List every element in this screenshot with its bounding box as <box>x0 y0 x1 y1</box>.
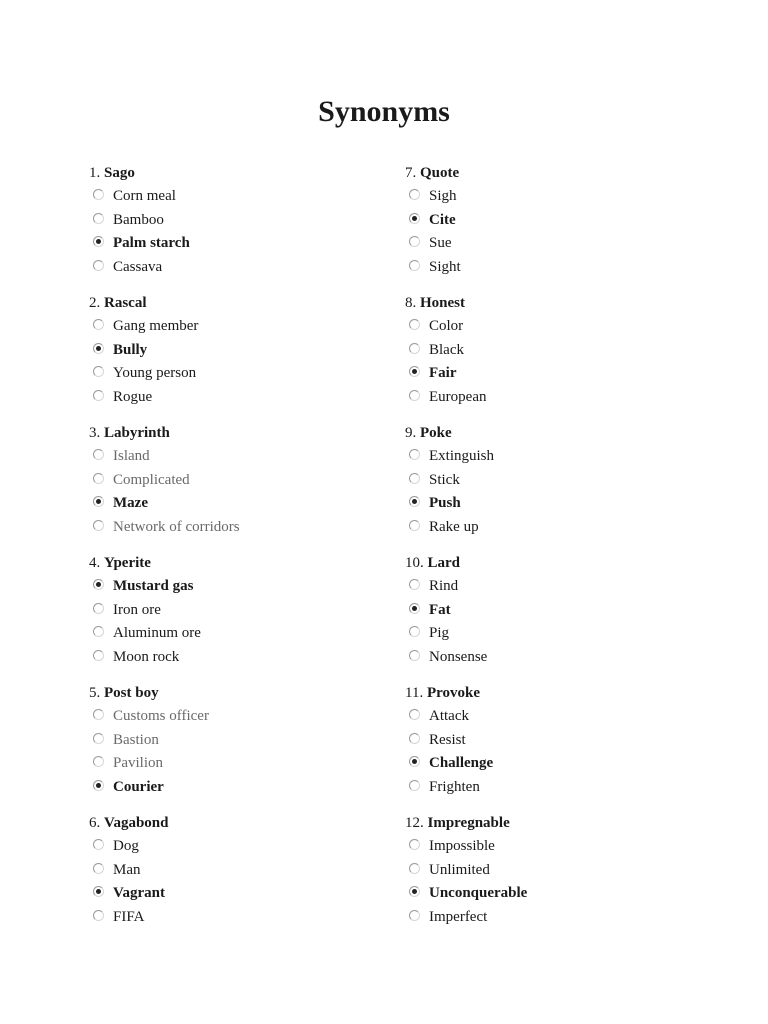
answer-label: Rake up <box>429 518 479 535</box>
answer-option[interactable] <box>405 859 705 883</box>
question-number: 11. <box>405 685 424 701</box>
question-heading <box>405 161 705 185</box>
radio-button[interactable] <box>409 756 420 767</box>
answer-option[interactable] <box>89 646 389 670</box>
answer-option[interactable] <box>89 315 389 339</box>
answer-option[interactable] <box>405 386 705 410</box>
answer-label: Dog <box>113 838 139 854</box>
radio-button[interactable] <box>409 473 420 484</box>
question-heading <box>405 681 705 705</box>
answer-option[interactable] <box>405 705 705 729</box>
radio-button[interactable] <box>409 733 420 744</box>
question-heading <box>89 681 389 705</box>
answer-option[interactable] <box>89 835 389 859</box>
answer-label: Network of corridors <box>113 518 240 535</box>
radio-button[interactable] <box>93 863 104 874</box>
answer-label: Mustard gas <box>113 578 194 594</box>
answer-option[interactable] <box>89 622 389 646</box>
answer-label: Resist <box>429 731 466 748</box>
answer-option[interactable] <box>405 776 705 800</box>
answer-label: Gang member <box>113 318 199 334</box>
answer-option[interactable] <box>89 256 389 280</box>
radio-button[interactable] <box>409 390 420 401</box>
answer-label: Fat <box>429 601 451 618</box>
answer-label: Bamboo <box>113 211 164 228</box>
answer-label: Courier <box>113 778 164 795</box>
answer-option[interactable] <box>405 339 705 363</box>
answer-label: Sigh <box>429 188 457 204</box>
radio-button[interactable] <box>409 343 420 354</box>
answer-option[interactable] <box>89 516 389 540</box>
answer-label: Nonsense <box>429 648 488 665</box>
answer-label: Bastion <box>113 731 159 748</box>
question-number: 3. <box>89 425 101 441</box>
answer-option[interactable] <box>405 256 705 280</box>
radio-button[interactable] <box>93 650 104 661</box>
radio-button[interactable] <box>93 366 104 377</box>
answer-label: European <box>429 388 487 405</box>
question-word: Sago <box>104 165 135 181</box>
answer-label: Pig <box>429 625 450 642</box>
answer-option[interactable] <box>89 599 389 623</box>
question-number: 10. <box>405 555 424 571</box>
radio-button[interactable] <box>93 626 104 637</box>
answer-option[interactable] <box>89 469 389 493</box>
answer-option[interactable] <box>89 729 389 753</box>
question-number: 9. <box>405 425 417 441</box>
radio-button[interactable] <box>93 886 104 897</box>
answer-label: Man <box>113 861 141 878</box>
answer-label: Unlimited <box>429 861 490 878</box>
answer-option[interactable] <box>405 469 705 493</box>
question <box>405 551 705 681</box>
question-number: 1. <box>89 165 101 181</box>
radio-button[interactable] <box>409 626 420 637</box>
answer-label: Stick <box>429 471 460 488</box>
radio-button[interactable] <box>93 319 104 330</box>
question-heading <box>405 291 705 315</box>
answer-option[interactable] <box>405 752 705 776</box>
question-word: Post boy <box>104 685 159 701</box>
question-number: 12. <box>405 815 424 831</box>
question-word: Rascal <box>104 295 147 311</box>
answer-label: Unconquerable <box>429 885 528 902</box>
answer-label: Sue <box>429 235 452 252</box>
radio-button[interactable] <box>409 236 420 247</box>
answer-option[interactable] <box>405 599 705 623</box>
radio-button[interactable] <box>93 390 104 401</box>
answer-option[interactable] <box>89 575 389 599</box>
answer-label: Complicated <box>113 471 190 488</box>
question-word: Poke <box>420 425 452 441</box>
answer-option[interactable] <box>405 882 705 906</box>
radio-button[interactable] <box>93 449 104 460</box>
radio-button[interactable] <box>93 520 104 531</box>
answer-option[interactable] <box>405 445 705 469</box>
question <box>89 161 389 291</box>
answer-option[interactable] <box>405 646 705 670</box>
radio-button[interactable] <box>409 650 420 661</box>
answer-option[interactable] <box>89 882 389 906</box>
answer-label: Imperfect <box>429 908 488 925</box>
question <box>89 421 389 551</box>
answer-label: Palm starch <box>113 235 190 252</box>
answer-label: FIFA <box>113 908 145 925</box>
question <box>405 291 705 421</box>
radio-button[interactable] <box>93 709 104 720</box>
answer-option[interactable] <box>405 492 705 516</box>
question-heading <box>405 421 705 445</box>
answer-option[interactable] <box>89 906 389 930</box>
radio-button[interactable] <box>93 343 104 354</box>
answer-option[interactable] <box>405 362 705 386</box>
answer-label: Black <box>429 341 464 358</box>
question-word: Labyrinth <box>104 425 170 441</box>
radio-button[interactable] <box>409 910 420 921</box>
radio-button[interactable] <box>93 213 104 224</box>
answer-label: Impossible <box>429 838 495 854</box>
answer-option[interactable] <box>89 386 389 410</box>
radio-button[interactable] <box>93 603 104 614</box>
question <box>405 161 705 291</box>
question-word: Honest <box>420 295 465 311</box>
radio-button[interactable] <box>409 709 420 720</box>
answer-label: Rogue <box>113 388 153 405</box>
question <box>405 421 705 551</box>
questions-column-right <box>405 161 705 941</box>
answer-label: Color <box>429 318 464 334</box>
radio-button[interactable] <box>93 260 104 271</box>
radio-button[interactable] <box>409 520 420 531</box>
question <box>89 681 389 811</box>
question-number: 6. <box>89 815 101 831</box>
answer-label: Young person <box>113 365 197 382</box>
answer-option[interactable] <box>405 835 705 859</box>
answer-label: Pavilion <box>113 755 164 772</box>
question-number: 8. <box>405 295 417 311</box>
answer-label: Rind <box>429 578 459 594</box>
question-number: 2. <box>89 295 101 311</box>
question-heading <box>405 811 705 835</box>
radio-button[interactable] <box>409 496 420 507</box>
radio-button[interactable] <box>409 886 420 897</box>
question-heading <box>89 811 389 835</box>
question-heading <box>89 551 389 575</box>
answer-label: Maze <box>113 495 148 512</box>
question <box>405 681 705 811</box>
radio-button[interactable] <box>93 189 104 200</box>
answer-option[interactable] <box>89 705 389 729</box>
radio-button[interactable] <box>93 496 104 507</box>
answer-label: Cassava <box>113 258 163 275</box>
answer-label: Extinguish <box>429 448 495 464</box>
answer-label: Aluminum ore <box>113 625 201 642</box>
answer-option[interactable] <box>405 209 705 233</box>
radio-button[interactable] <box>93 579 104 590</box>
question-word: Yperite <box>104 555 151 571</box>
answer-option[interactable] <box>89 209 389 233</box>
radio-button[interactable] <box>409 863 420 874</box>
question-heading <box>89 421 389 445</box>
radio-button[interactable] <box>93 473 104 484</box>
answer-option[interactable] <box>405 232 705 256</box>
question-heading <box>89 291 389 315</box>
answer-label: Vagrant <box>113 885 165 902</box>
answer-option[interactable] <box>405 575 705 599</box>
radio-button[interactable] <box>409 260 420 271</box>
answer-option[interactable] <box>89 445 389 469</box>
answer-label: Attack <box>429 708 469 724</box>
radio-button[interactable] <box>93 733 104 744</box>
answer-option[interactable] <box>405 516 705 540</box>
question-number: 7. <box>405 165 417 181</box>
page-title: Synonyms <box>318 95 450 128</box>
radio-button[interactable] <box>409 189 420 200</box>
answer-label: Bully <box>113 341 148 358</box>
radio-button[interactable] <box>93 910 104 921</box>
radio-button[interactable] <box>93 839 104 850</box>
answer-option[interactable] <box>89 752 389 776</box>
radio-button[interactable] <box>409 839 420 850</box>
question-number: 5. <box>89 685 101 701</box>
radio-button[interactable] <box>409 449 420 460</box>
question-word: Quote <box>420 165 460 181</box>
radio-button[interactable] <box>409 603 420 614</box>
radio-button[interactable] <box>93 756 104 767</box>
answer-label: Sight <box>429 258 461 275</box>
radio-button[interactable] <box>409 579 420 590</box>
answer-label: Push <box>429 495 461 512</box>
answer-option[interactable] <box>89 339 389 363</box>
answer-option[interactable] <box>405 729 705 753</box>
question-word: Lard <box>427 555 461 571</box>
question-word: Impregnable <box>427 815 510 831</box>
answer-label: Challenge <box>429 755 494 772</box>
question <box>405 811 705 941</box>
answer-option[interactable] <box>405 622 705 646</box>
answer-label: Frighten <box>429 778 480 795</box>
answer-label: Moon rock <box>113 648 180 665</box>
radio-button[interactable] <box>93 780 104 791</box>
radio-button[interactable] <box>93 236 104 247</box>
answer-option[interactable] <box>89 492 389 516</box>
question <box>89 291 389 421</box>
answer-option[interactable] <box>89 362 389 386</box>
question-word: Provoke <box>426 685 481 701</box>
question-heading <box>405 551 705 575</box>
answer-label: Iron ore <box>113 601 161 618</box>
radio-button[interactable] <box>409 319 420 330</box>
answer-option[interactable] <box>89 776 389 800</box>
answer-option[interactable] <box>405 906 705 930</box>
question-heading <box>89 161 389 185</box>
answer-option[interactable] <box>405 185 705 209</box>
answer-option[interactable] <box>89 859 389 883</box>
answer-label: Fair <box>429 365 457 382</box>
answer-label: Corn meal <box>113 188 176 204</box>
question-word: Vagabond <box>104 815 169 831</box>
radio-button[interactable] <box>409 780 420 791</box>
question <box>89 811 389 941</box>
answer-label: Customs officer <box>113 708 209 724</box>
answer-option[interactable] <box>405 315 705 339</box>
answer-label: Island <box>113 448 150 464</box>
radio-button[interactable] <box>409 213 420 224</box>
radio-button[interactable] <box>409 366 420 377</box>
answer-option[interactable] <box>89 185 389 209</box>
question <box>89 551 389 681</box>
answer-option[interactable] <box>89 232 389 256</box>
questions-column-left <box>89 161 389 941</box>
answer-label: Cite <box>429 211 456 228</box>
question-number: 4. <box>89 555 101 571</box>
